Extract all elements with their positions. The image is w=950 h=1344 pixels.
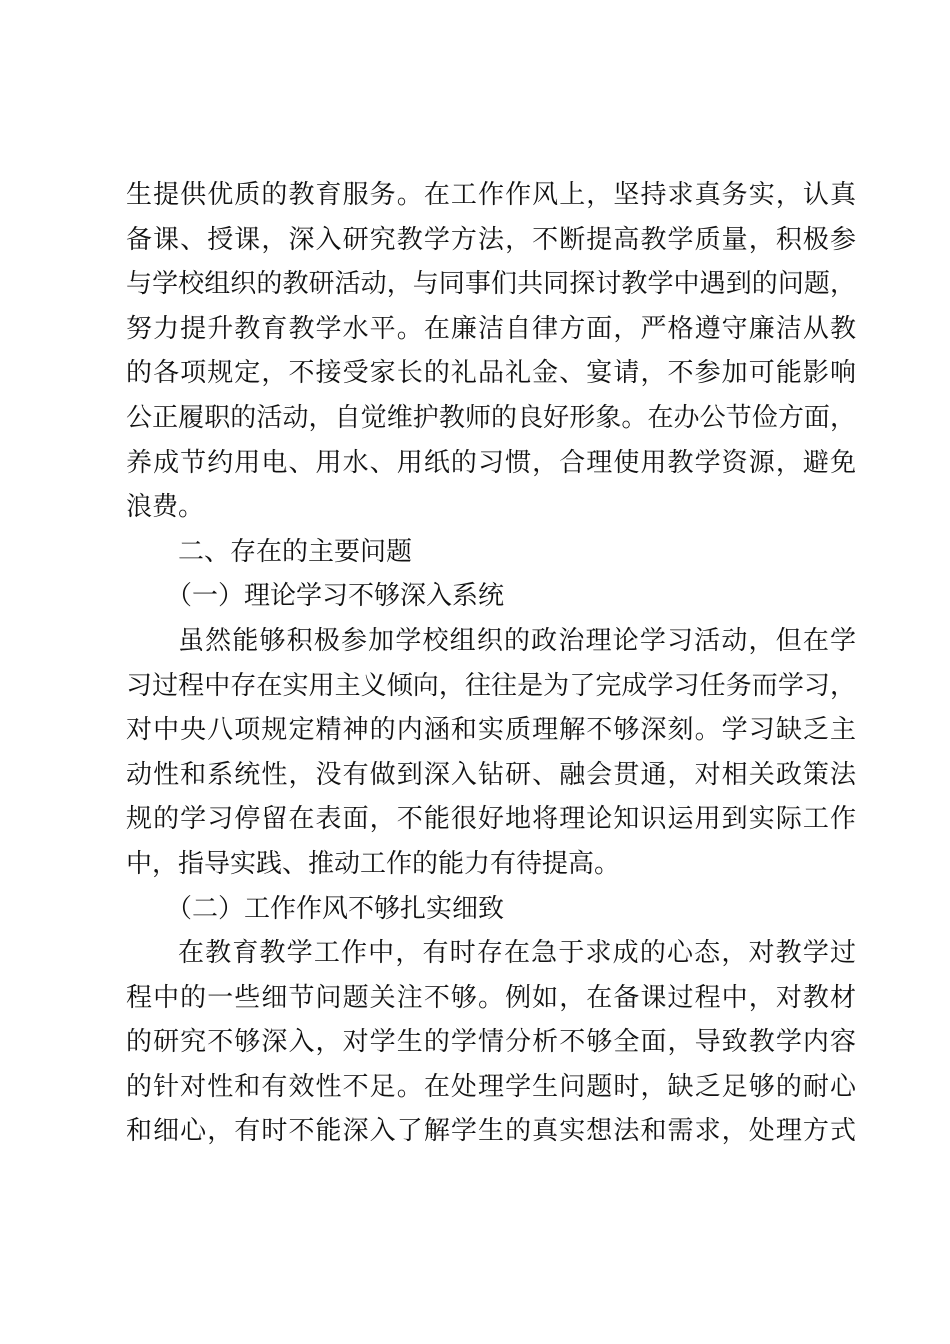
paragraph-3-line: 程中的一些细节问题关注不够。例如，在备课过程中，对教材 [126,982,856,1013]
paragraph-2-line: 对中央八项规定精神的内涵和实质理解不够深刻。学习缺乏主 [126,715,856,746]
document-body [126,173,856,1154]
paragraph-1-line: 养成节约用电、用水、用纸的习惯，合理使用教学资源，避免 [126,447,856,478]
section-heading: 二、存在的主要问题 [178,536,413,567]
paragraph-2-line: 虽然能够积极参加学校组织的政治理论学习活动，但在学 [178,625,856,656]
paragraph-2-line: 动性和系统性，没有做到深入钻研、融会贯通，对相关政策法 [126,759,856,790]
paragraph-1-line: 努力提升教育教学水平。在廉洁自律方面，严格遵守廉洁从教 [126,313,856,344]
paragraph-1-line: 浪费。 [126,492,205,523]
paragraph-1-line: 备课、授课，深入研究教学方法，不断提高教学质量，积极参 [126,224,856,255]
paragraph-1-line: 公正履职的活动，自觉维护教师的良好形象。在办公节俭方面， [126,402,856,433]
subsection-heading-1: （一）理论学习不够深入系统 [166,581,505,612]
subsection-heading-2: （二）工作作风不够扎实细致 [166,893,505,924]
paragraph-2-line: 中，指导实践、推动工作的能力有待提高。 [126,848,621,879]
paragraph-3-line: 和细心，有时不能深入了解学生的真实想法和需求，处理方式 [126,1116,856,1147]
paragraph-1-line: 生提供优质的教育服务。在工作作风上，坚持求真务实，认真 [126,180,856,210]
paragraph-3-line: 在教育教学工作中，有时存在急于求成的心态，对教学过 [178,938,856,969]
paragraph-1-line: 与学校组织的教研活动，与同事们共同探讨教学中遇到的问题， [126,269,856,300]
paragraph-2-line: 规的学习停留在表面，不能很好地将理论知识运用到实际工作 [126,804,856,835]
paragraph-1-line: 的各项规定，不接受家长的礼品礼金、宴请，不参加可能影响 [126,358,856,389]
paragraph-2-line: 习过程中存在实用主义倾向，往往是为了完成学习任务而学习， [126,670,856,701]
paragraph-3-line: 的针对性和有效性不足。在处理学生问题时，缺乏足够的耐心 [126,1071,856,1102]
paragraph-3-line: 的研究不够深入，对学生的学情分析不够全面，导致教学内容 [126,1027,856,1058]
